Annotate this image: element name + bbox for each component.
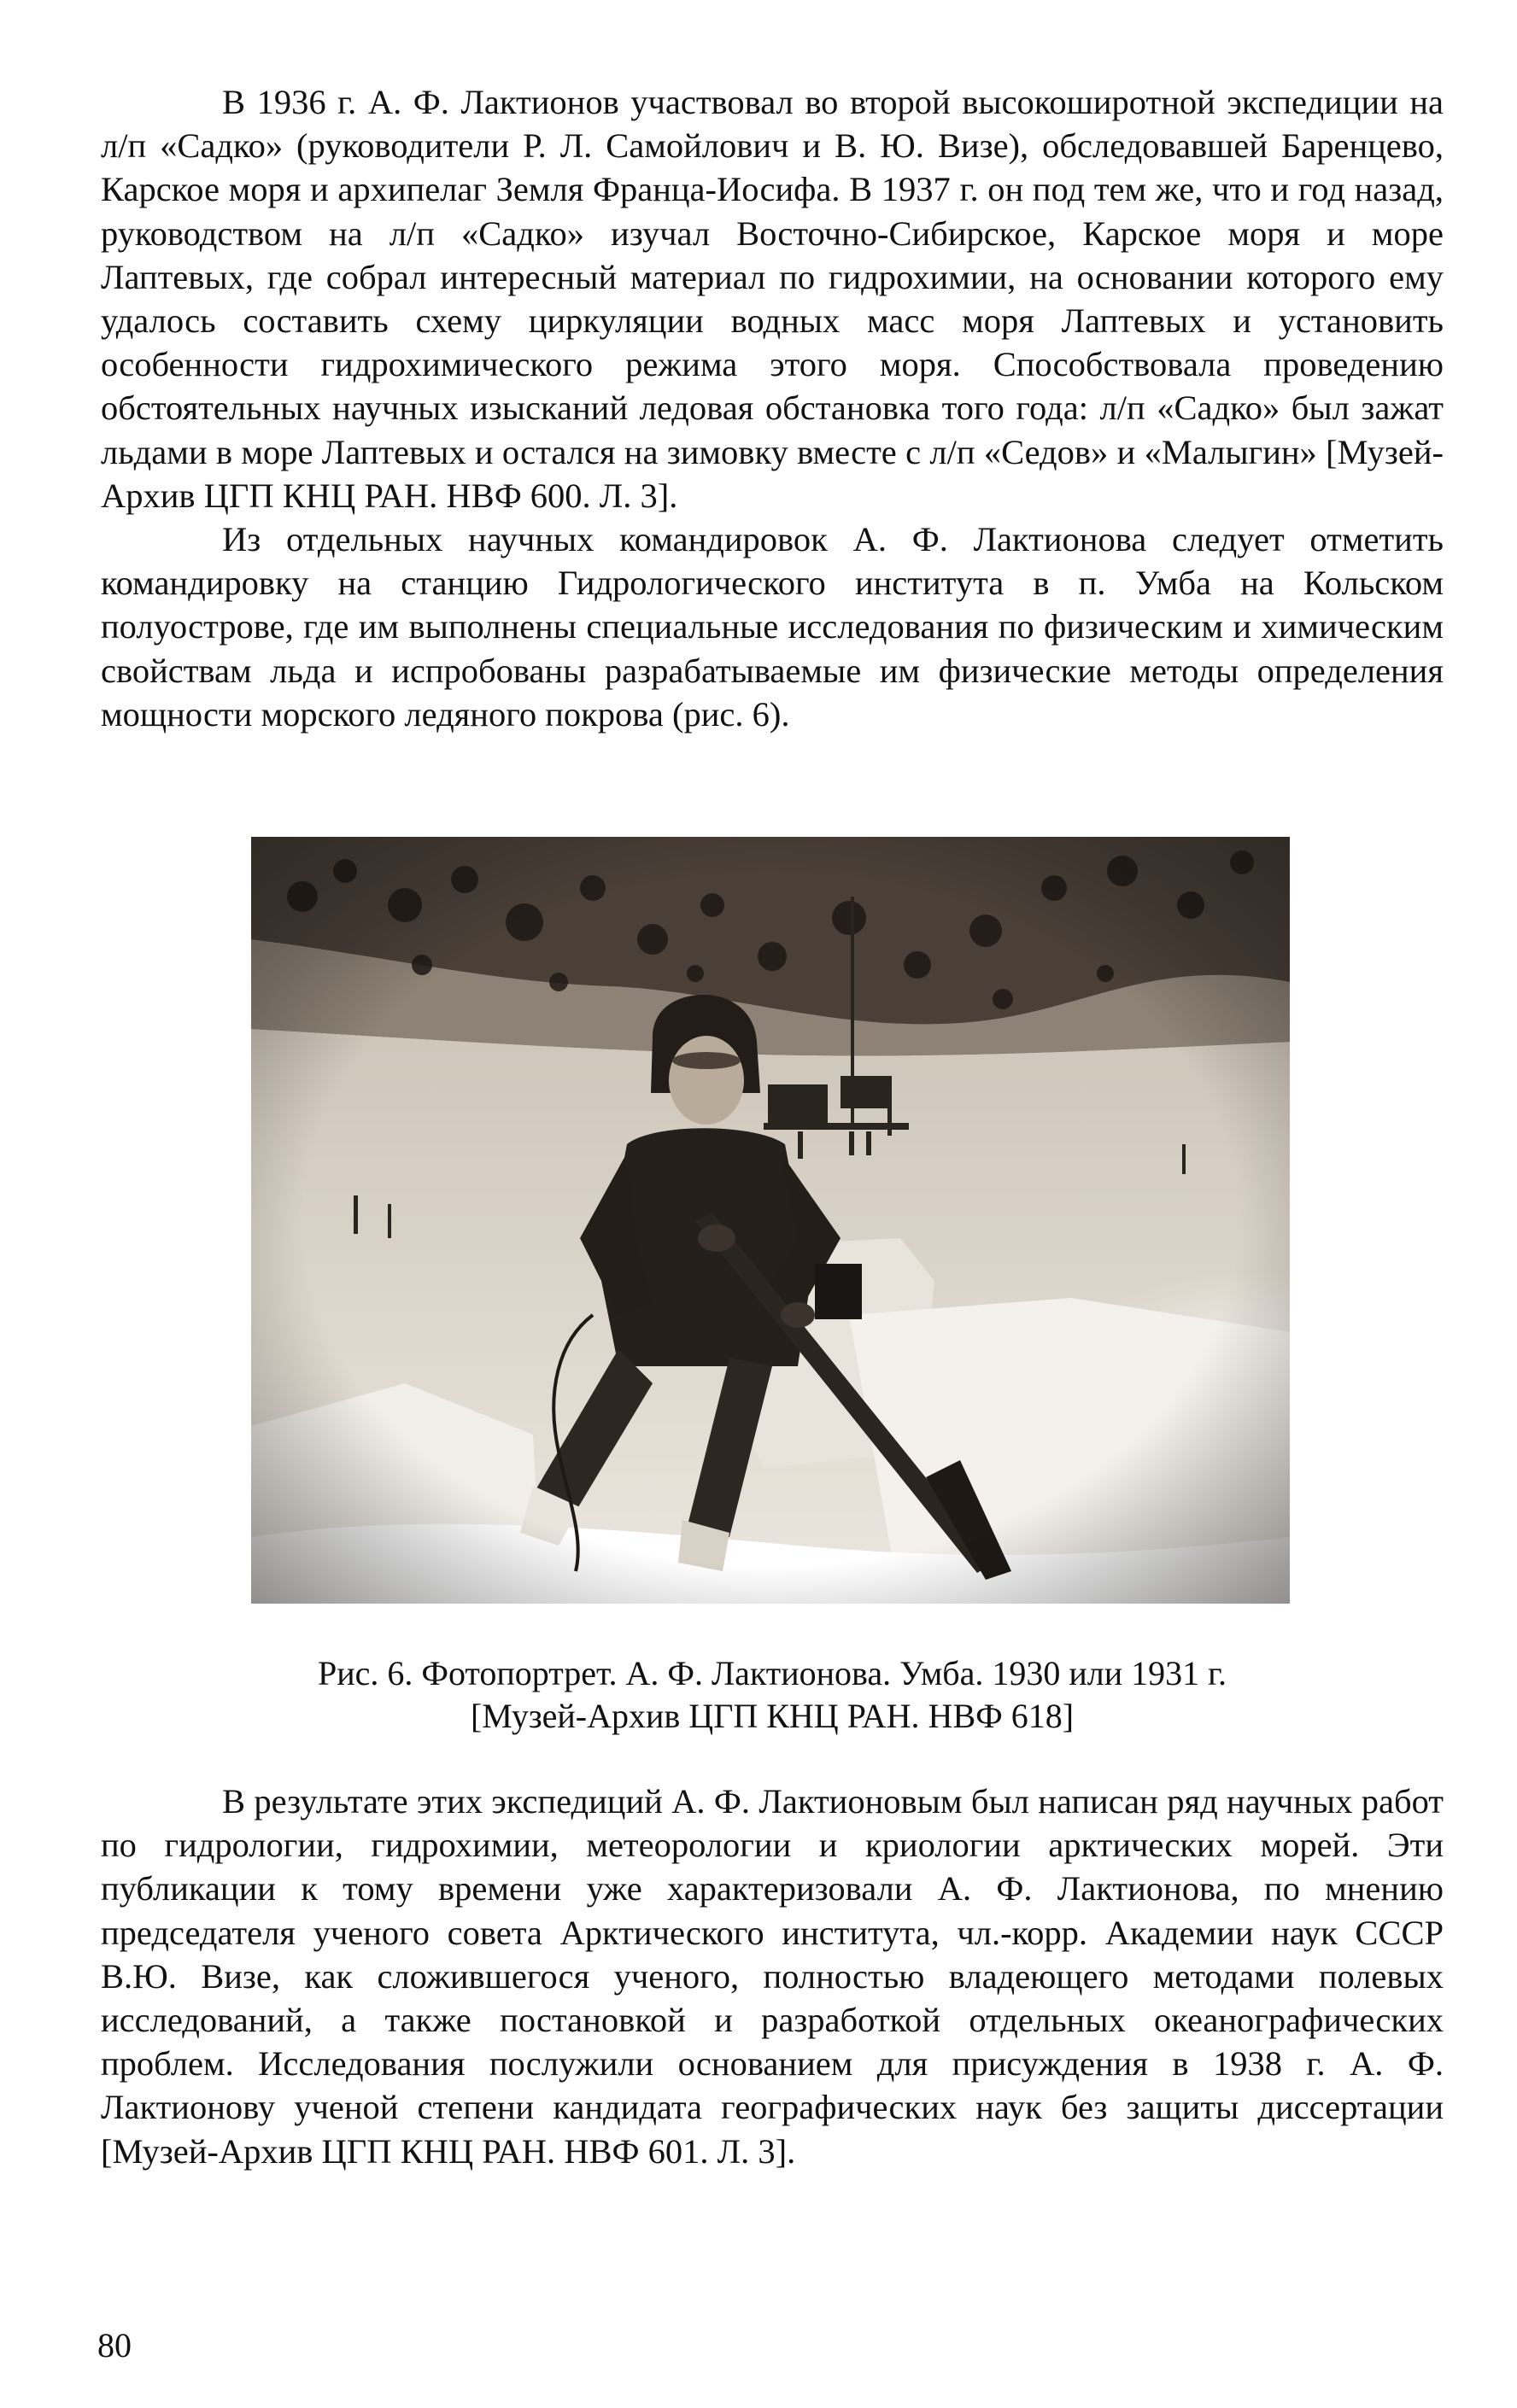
paragraph-1936-expedition: В 1936 г. А. Ф. Лактионов участвовал во второй высокоширотной экспедиции на л/п «Садко» (руководители Р. Л. Самойлович и В. Ю. Визе), обследовавшей Баренцево, Карское моря и архипелаг Земля Франца-Иосифа. В 1937 г. он под тем же, что и год назад, руководством на л/п «Садко» изучал Восточно-Сибирское, Карское моря и море Лаптевых, где собрал интересный материал по гидрохимии, на основании которого ему удалось составить схему циркуляции водных масс моря Лаптевых и установить особенности гидрохимического режима этого моря. Способствовала проведению обстоятельных научных изысканий ледовая обстановка того года: л/п «Садко» был зажат льдами в море Лаптевых и остался на зимовку вместе с л/п «Седов» и «Малыгин» [Музей-Архив ЦГП КНЦ РАН. НВФ 600. Л. 3]. [101,83,1444,515]
figure-caption-title: Рис. 6. Фотопортрет. А. Ф. Лактионова. Умба. 1930 или 1931 г. [317,1654,1227,1692]
body-text-bottom [101,1780,1444,2173]
page-number: 80 [97,2326,132,2364]
paragraph-results: В результате этих экспедиций А. Ф. Лактионовым был написан ряд научных работ по гидрологии, гидрохимии, метеорологии и криологии арктических морей. Эти публикации к тому времени уже характеризовали А. Ф. Лактионова, по мнению председателя ученого совета Арктического института, чл.-корр. Академии наук СССР В.Ю. Визе, как сложившегося ученого, полностью владеющего методами полевых исследований, а также постановкой и разработкой отдельных океанографических проблем. Исследования послужили основанием для присуждения в 1938 г. А. Ф. Лактионову ученой степени кандидата географических наук без защиты диссертации [Музей-Архив ЦГП КНЦ РАН. НВФ 601. Л. 3]. [101,1782,1444,2171]
photo-portrait-laktionov [251,837,1290,1604]
figure-6-photo [251,837,1290,1604]
figure-caption-source: [Музей-Архив ЦГП КНЦ РАН. НВФ 618] [470,1697,1075,1735]
paragraph-umba-trip: Из отдельных научных командировок А. Ф. Лактионова следует отметить командировку на станцию Гидрологического института в п. Умба на Кольском полуострове, где им выполнены специальные исследования по физическим и химическим свойствам льда и испробованы разрабатываемые им физические методы определения мощности морского ледяного покрова (рис. 6). [101,520,1444,734]
body-text-top [101,80,1444,736]
